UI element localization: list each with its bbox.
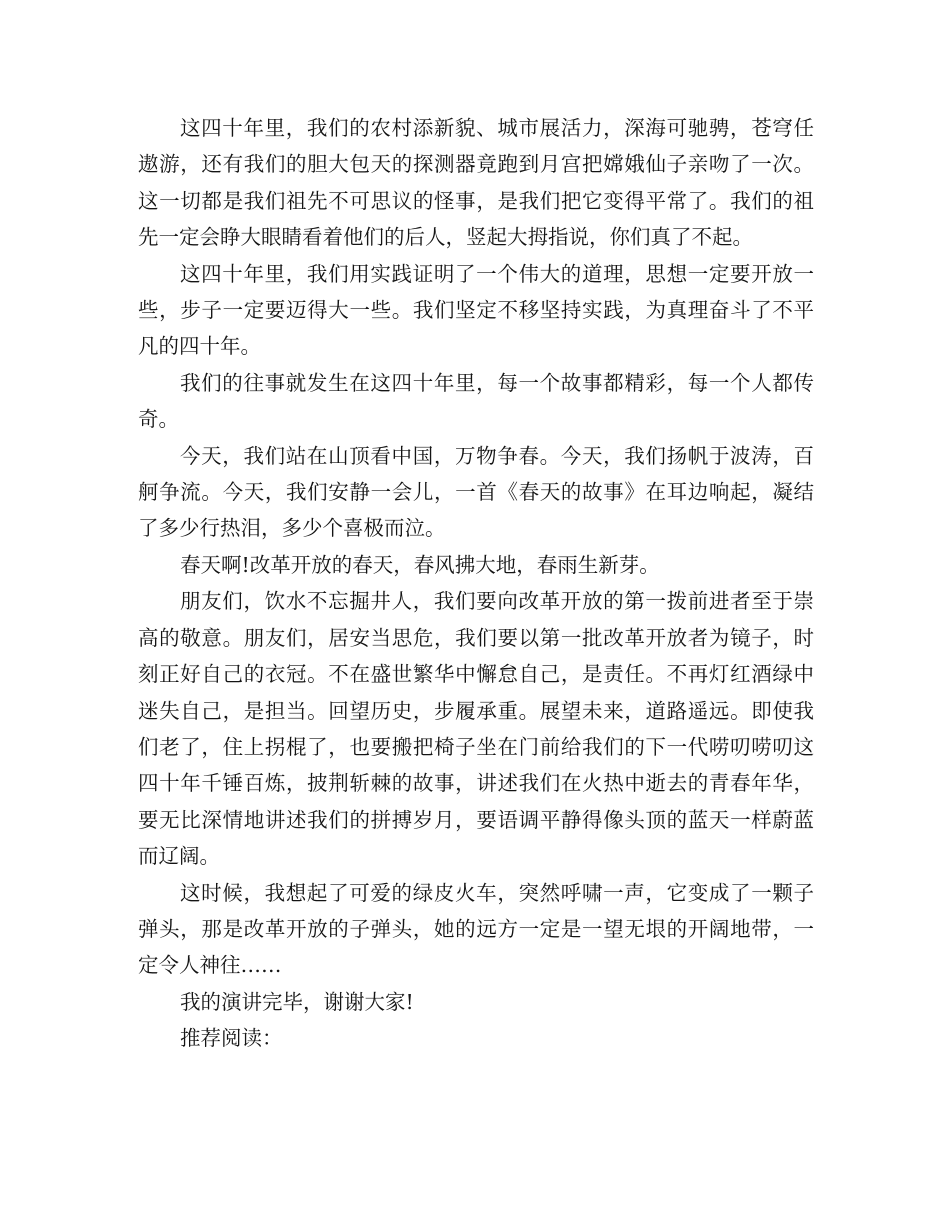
- paragraph-1: 这四十年里，我们的农村添新貌、城市展活力，深海可驰骋，苍穹任遨游，还有我们的胆大包天的探测器竟跑到月宫把嫦娥仙子亲吻了一次。这一切都是我们祖先不可思议的怪事，是我们把它变得平常了。我们的祖先一定会睁大眼睛看着他们的后人，竖起大拇指说，你们真了不起。: [138, 116, 814, 250]
- paragraph-2: 这四十年里，我们用实践证明了一个伟大的道理，思想一定要开放一些，步子一定要迈得大一些。我们坚定不移坚持实践，为真理奋斗了不平凡的四十年。: [138, 261, 814, 359]
- paragraph-5: 春天啊!改革开放的春天，春风拂大地，春雨生新芽。: [180, 552, 660, 577]
- paragraph-9: 推荐阅读：: [180, 1026, 283, 1051]
- paragraph-7: 这时候，我想起了可爱的绿皮火车，突然呼啸一声，它变成了一颗子弹头，那是改革开放的子弹头，她的远方一定是一望无垠的开阔地带，一定令人神往……: [138, 880, 814, 978]
- paragraph-6: 朋友们，饮水不忘掘井人，我们要向改革开放的第一拨前进者至于崇高的敬意。朋友们，居安当思危，我们要以第一批改革开放者为镜子，时刻正好自己的衣冠。不在盛世繁华中懈怠自己，是责任。不再灯红酒绿中迷失自己，是担当。回望历史，步履承重。展望未来，道路遥远。即使我们老了，住上拐棍了，也要搬把椅子坐在门前给我们的下一代唠叨唠叨这四十年千锤百炼，披荆斩棘的故事，讲述我们在火热中逝去的青春年华，要无比深情地讲述我们的拼搏岁月，要语调平静得像头顶的蓝天一样蔚蓝而辽阔。: [138, 589, 814, 869]
- paragraph-4: 今天，我们站在山顶看中国，万物争春。今天，我们扬帆于波涛，百舸争流。今天，我们安静一会儿，一首《春天的故事》在耳边响起，凝结了多少行热泪，多少个喜极而泣。: [138, 443, 814, 541]
- paragraph-8: 我的演讲完毕，谢谢大家!: [180, 989, 414, 1014]
- paragraph-3: 我们的往事就发生在这四十年里，每一个故事都精彩，每一个人都传奇。: [138, 370, 814, 432]
- document-body: [138, 110, 814, 1057]
